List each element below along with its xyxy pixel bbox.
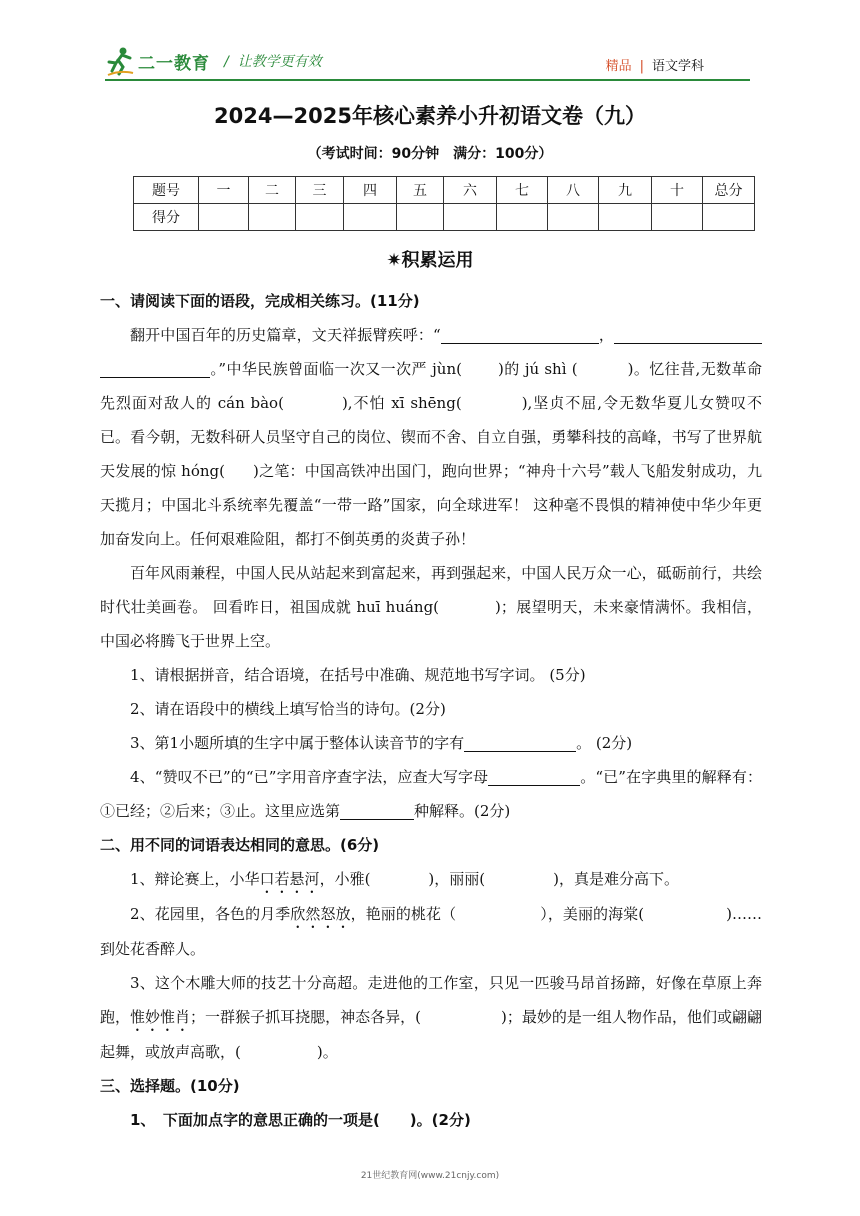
- score-col-9: 九: [599, 177, 652, 204]
- score-cell: [296, 204, 344, 231]
- passage-paragraph-1: 翻开中国百年的历史篇章，文天祥振臂疾呼：“ ，。”中华民族曾面临一次又一次严 jùn( )的 jú shì ( )。忆往昔,无数革命先烈面对敌人的 cán bào( ),不怕 xī shēng( ),坚贞不屈,令无数华夏儿女赞叹不已。看今朝，无数科研人员坚守自己的岗位、锲而不舍、自立自强，勇攀科技的高峰，书写了世界航天发展的惊 hóng( )之笔：中国高铁冲出国门，跑向世界；“神舟十六号”载人飞船发射成功，九天揽月；中国北斗系统率先覆盖“一带一路”国家，向全球进军！ 这种毫不畏惧的精神使中华少年更加奋发向上。任何艰难险阻，都打不倒英勇的炎黄子孙！: [100, 326, 763, 548]
- score-col-2: 二: [249, 177, 296, 204]
- score-table-score-row: [134, 204, 755, 231]
- question-1-heading: 一、请阅读下面的语段，完成相关练习。(11分): [100, 292, 420, 310]
- answer-blank: [464, 733, 576, 752]
- question-3-heading: 三、选择题。(10分): [100, 1077, 240, 1095]
- exam-content: [100, 284, 762, 1137]
- score-col-3: 三: [296, 177, 344, 204]
- score-cell: [497, 204, 548, 231]
- footer-source: 21世纪教育网(www.21cnjy.com): [360, 1171, 500, 1181]
- score-col-8: 八: [548, 177, 599, 204]
- runner-logo-icon: [106, 46, 134, 76]
- logo-text: 二一教育: [138, 53, 210, 74]
- score-cell: [548, 204, 599, 231]
- header-divider: [105, 79, 750, 81]
- score-cell: [599, 204, 652, 231]
- question-2-heading: 二、用不同的词语表达相同的意思。(6分): [100, 836, 380, 854]
- page-title: 2024—2025年核心素养小升初语文卷（九）: [214, 104, 646, 128]
- logo: [106, 46, 322, 76]
- score-cell: [703, 204, 755, 231]
- answer-blank: [488, 767, 580, 786]
- question-2-sub-2: 2、花园里，各色的月季欣然怒放，艳丽的桃花（ ），美丽的海棠( )……到处花香醉人。: [100, 905, 762, 958]
- score-table-header-row: [134, 177, 755, 204]
- question-1-sub-1: 1、请根据拼音，结合语境，在括号中准确、规范地书写字词。 (5分): [130, 666, 586, 684]
- passage-paragraph-2: 百年风雨兼程，中国人民从站起来到富起来，再到强起来，中国人民万众一心，砥砺前行，共绘时代壮美画卷。 回看昨日，祖国成就 huī huáng( )；展望明天，未来豪情满怀。我相信，中国必将腾飞于世界上空。: [100, 564, 762, 650]
- score-col-total: 总分: [703, 177, 755, 204]
- score-cell: [444, 204, 497, 231]
- score-cell: [344, 204, 397, 231]
- score-cell: [249, 204, 296, 231]
- score-table-label: 题号: [134, 177, 199, 204]
- question-1-sub-2: 2、请在语段中的横线上填写恰当的诗句。(2分): [130, 700, 446, 718]
- answer-blank: [441, 325, 599, 344]
- score-col-5: 五: [397, 177, 444, 204]
- answer-blank: [340, 801, 414, 820]
- score-cell: [397, 204, 444, 231]
- question-2-sub-3: 3、这个木雕大师的技艺十分高超。走进他的工作室，只见一匹骏马昂首扬蹄，好像在草原上奔跑，惟妙惟肖；一群猴子抓耳挠腮，神态各异，( )；最妙的是一组人物作品，他们或翩翩起舞，或放声高歌，( )。: [100, 974, 762, 1061]
- score-col-7: 七: [497, 177, 548, 204]
- score-row-label: 得分: [134, 204, 199, 231]
- section-heading: ✷积累运用: [386, 250, 474, 271]
- question-1-sub-4: 4、“赞叹不已”的“已”字用音序查字法，应查大写字母 。“已”在字典里的解释有：①已经；②后来；③止。这里应选第 种解释。(2分): [100, 768, 762, 820]
- score-table: [133, 176, 755, 231]
- question-1-sub-3: 3、第1小题所填的生字中属于整体认读音节的字有 。 (2分): [130, 734, 633, 752]
- answer-blank: [614, 325, 762, 344]
- brand-label: 精品 | 语文学科: [605, 59, 704, 74]
- score-cell: [652, 204, 703, 231]
- brand-subject: 语文学科: [651, 59, 704, 74]
- question-3-sub-1: 1、 下面加点字的意思正确的一项是( )。(2分): [130, 1111, 471, 1129]
- slogan: / 让教学更有效: [224, 54, 322, 70]
- score-col-6: 六: [444, 177, 497, 204]
- score-cell: [199, 204, 249, 231]
- question-2-sub-1: 1、辩论赛上，小华口若悬河，小雅( )，丽丽( )，真是难分高下。: [130, 870, 679, 888]
- score-col-10: 十: [652, 177, 703, 204]
- score-col-4: 四: [344, 177, 397, 204]
- score-col-1: 一: [199, 177, 249, 204]
- exam-info: （考试时间：90分钟 满分：100分）: [307, 146, 553, 162]
- page-header: [0, 0, 860, 90]
- brand-quality: 精品: [605, 59, 632, 74]
- answer-blank: [100, 359, 210, 378]
